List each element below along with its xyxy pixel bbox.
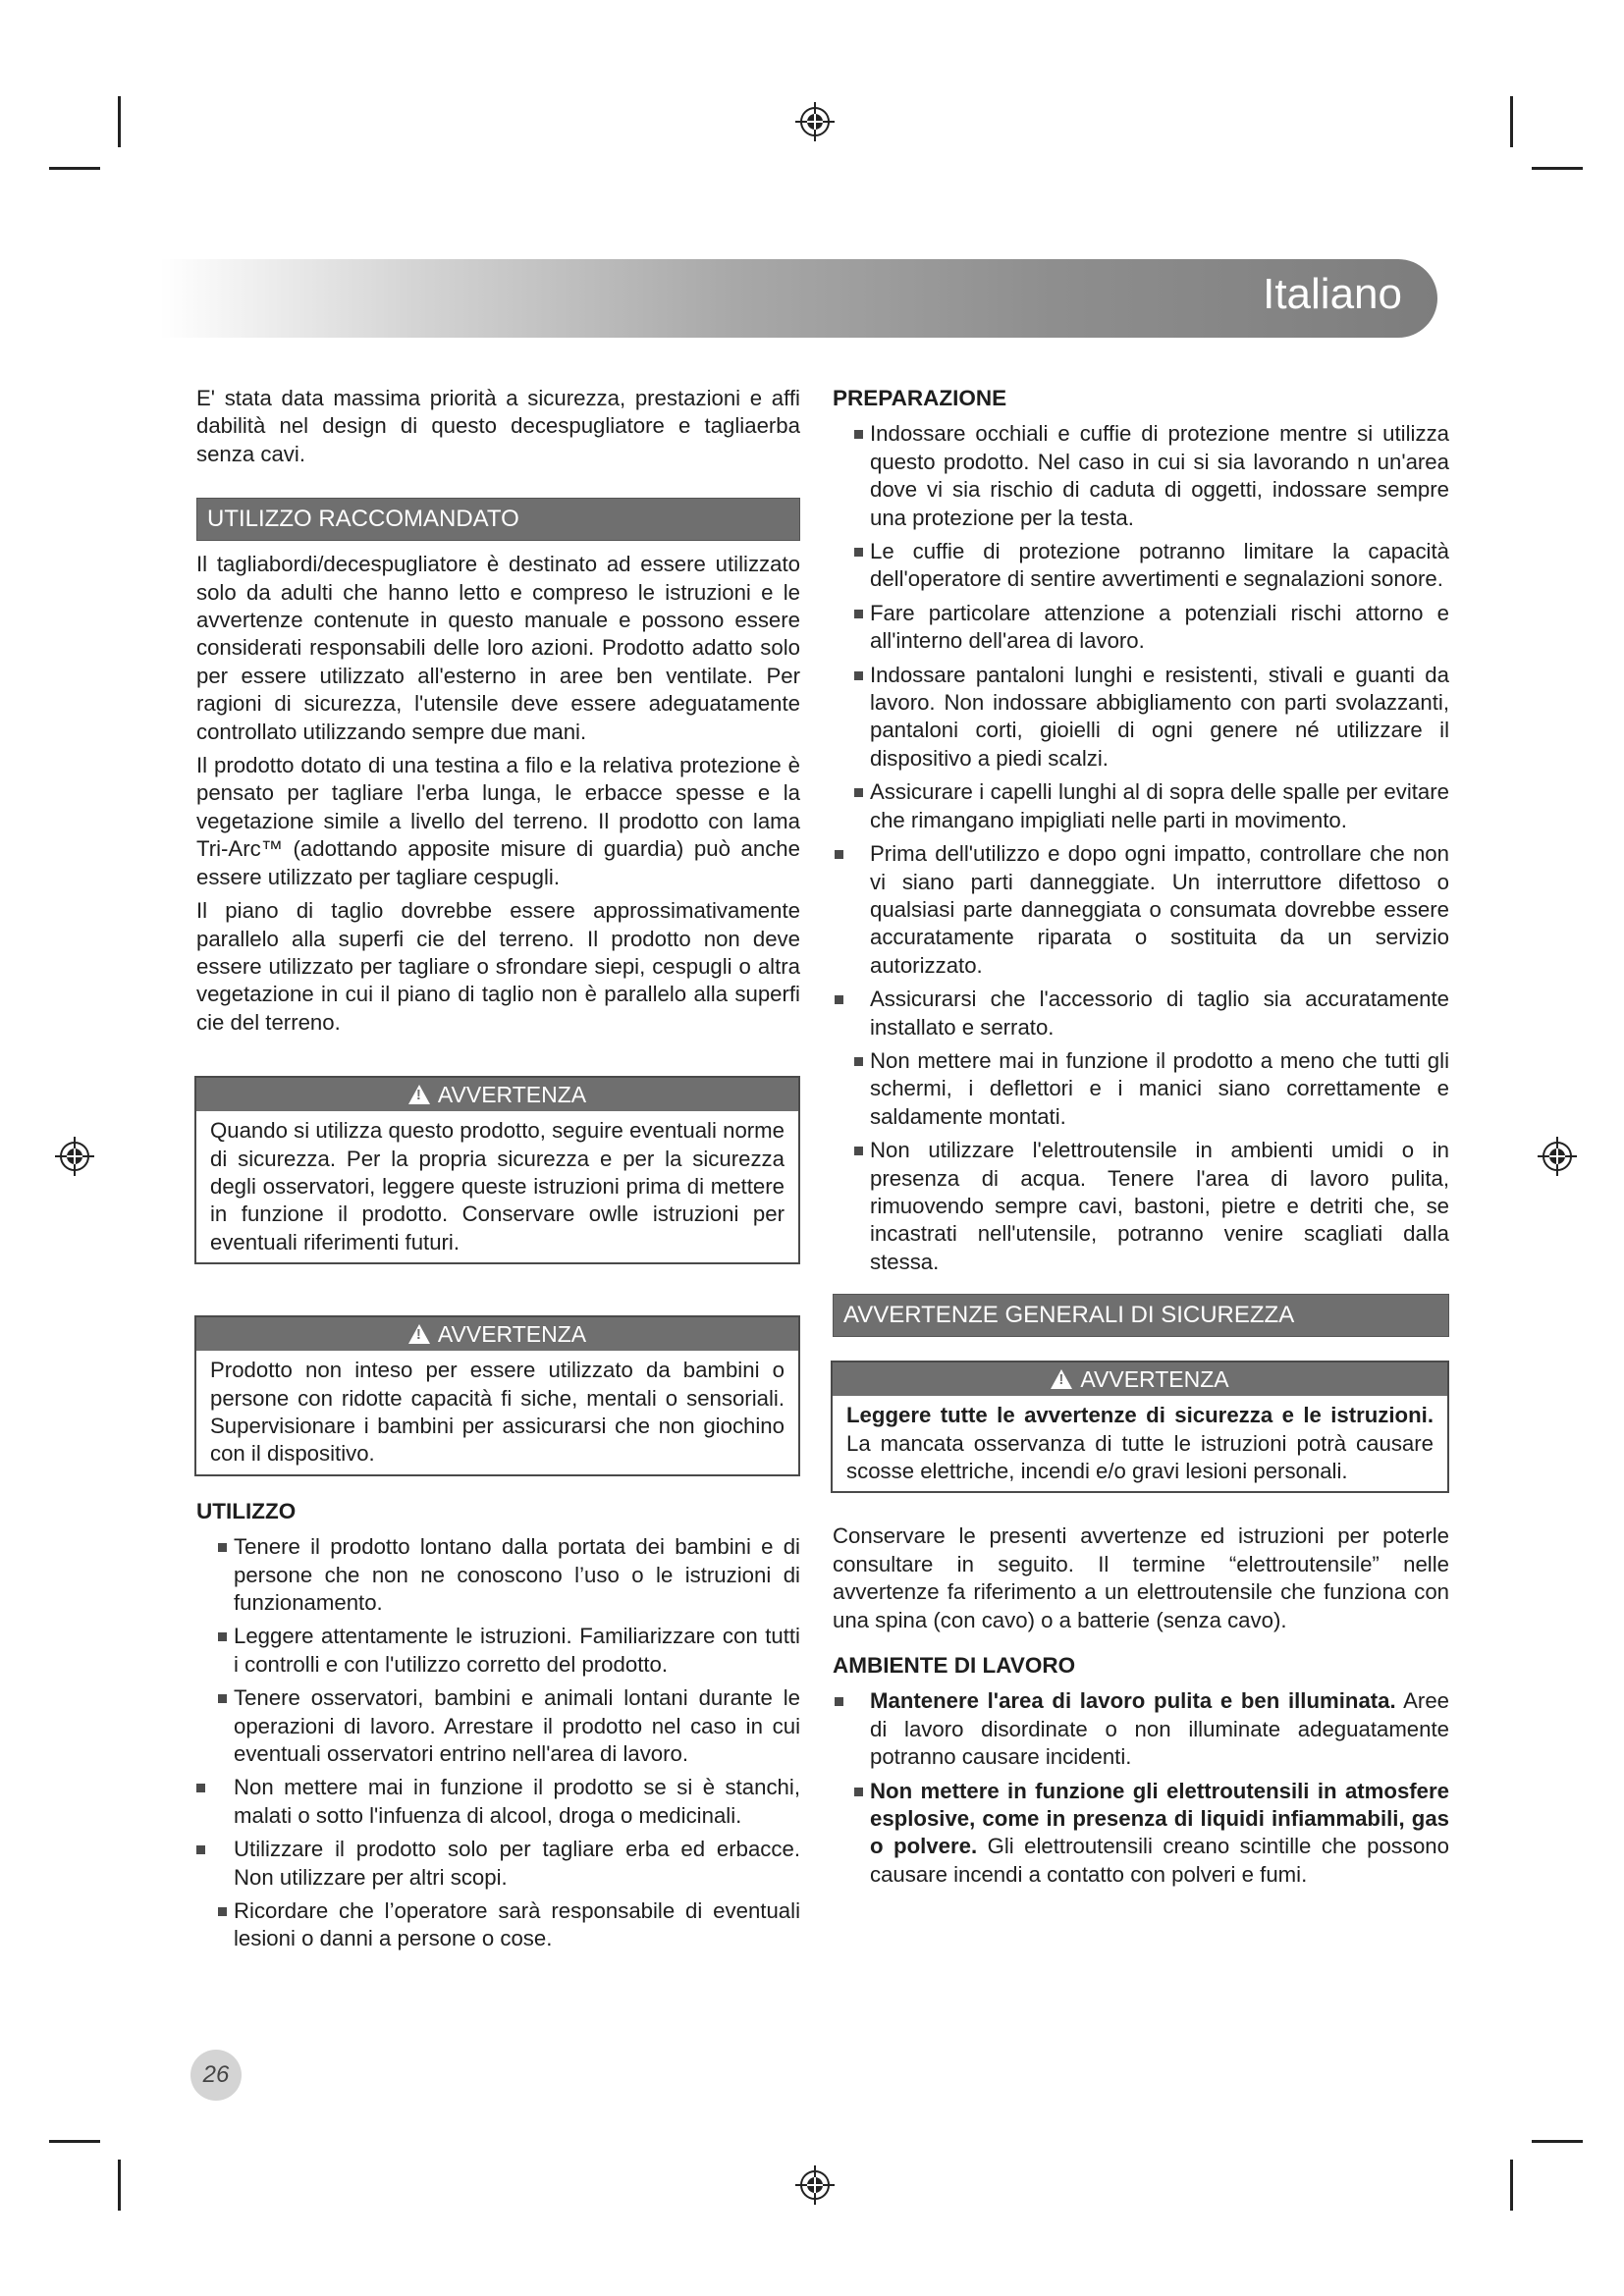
registration-mark-icon — [1536, 1135, 1579, 1178]
crop-mark — [1532, 167, 1583, 170]
paragraph: Il prodotto dotato di una testina a filo e la relativa protezione è pensato per tagliare l'erba lunga, le erbacce spesse e la vegetazione simile a livello del terreno. Il prodotto con lama Tri-Arc™ (adottando apposite misure di guardia) può anche essere utilizzato per tagliare cespugli. — [196, 753, 800, 889]
registration-mark-icon — [793, 100, 837, 143]
list-item: Assicurarsi che l'accessorio di taglio sia accuratamente installato e serrato. — [833, 986, 1449, 1041]
registration-mark-icon — [793, 2163, 837, 2207]
list-item: Indossare pantaloni lunghi e resistenti, stivali e guanti da lavoro. Non indossare abbigliamento con parti svolazzanti, pantaloni corti, gioielli di ogni genere né utilizzare il dispositivo a piedi scalzi. — [833, 662, 1449, 774]
warning-header — [196, 1317, 798, 1351]
section-heading-avvertenze-generali: AVVERTENZE GENERALI DI SICUREZZA — [833, 1294, 1449, 1337]
list-item: Leggere attentamente le istruzioni. Familiarizzare con tutti i controlli e con l'utilizzo corretto del prodotto. — [196, 1623, 800, 1679]
bullet-list — [833, 420, 1449, 1276]
list-item: Le cuffie di protezione potranno limitare la capacità dell'operatore di sentire avvertimenti e segnalazioni sonore. — [833, 538, 1449, 594]
registration-mark-icon — [53, 1135, 96, 1178]
list-item: Tenere osservatori, bambini e animali lontani durante le operazioni di lavoro. Arrestare il prodotto nel caso in cui eventuali osservatori entrino nell'area di lavoro. — [196, 1684, 800, 1768]
warning-header — [196, 1078, 798, 1111]
subsection-heading-preparazione: PREPARAZIONE — [833, 386, 1007, 410]
language-title: Italiano — [1263, 270, 1402, 318]
page-number: 26 — [190, 2050, 242, 2101]
intro-paragraph: E' stata data massima priorità a sicurezza, prestazioni e affi dabilità nel design di questo decespugliatore e tagliaerba senza cavi. — [196, 386, 800, 466]
section-heading-utilizzo-raccomandato: UTILIZZO RACCOMANDATO — [196, 498, 800, 541]
list-item: Ricordare che l’operatore sarà responsabile di eventuali lesioni o danni a persone o cose. — [196, 1897, 800, 1953]
warning-title: AVVERTENZA — [437, 1321, 587, 1348]
paragraph: Conservare le presenti avvertenze ed istruzioni per poterle consultare in seguito. Il termine “elettroutensile” nelle avvertenze fa riferimento a un elettroutensile che funziona con una spina (con cavo) o a batterie (senza cavo). — [833, 1523, 1449, 1632]
crop-mark — [1510, 96, 1513, 147]
warning-text: Prodotto non inteso per essere utilizzato da bambini o persone con ridotte capacità fi siche, mentali o sensoriali. Supervisionare i bambini per assicurarsi che non giochino con il dispositivo. — [210, 1358, 785, 1467]
crop-mark — [1510, 2160, 1513, 2211]
left-column — [196, 385, 800, 1959]
list-item: Non mettere mai in funzione il prodotto se si è stanchi, malati o sotto l'infuenza di alcool, droga o medicinali. — [196, 1774, 800, 1830]
paragraph: Il piano di taglio dovrebbe essere approssimativamente parallelo alla superfi cie del terreno. Il prodotto non deve essere utilizzato per tagliare o sfrondare siepi, cespugli o altra vegetazione in cui il piano di taglio non è parallelo alla superfi cie del terreno. — [196, 898, 800, 1035]
list-item: Assicurare i capelli lunghi al di sopra delle spalle per evitare che rimangano impigliati nelle parti in movimento. — [833, 778, 1449, 834]
warning-header — [833, 1362, 1447, 1396]
list-item: Mantenere l'area di lavoro pulita e ben illuminata. Aree di lavoro disordinate o non illuminate adeguatamente potranno causare incidenti. — [833, 1687, 1449, 1771]
warning-icon — [408, 1324, 430, 1344]
list-item: Non mettere in funzione gli elettroutensili in atmosfere esplosive, come in presenza di liquidi infiammabili, gas o polvere. Gli elettroutensili creano scintille che possono causare incendi a contatto con polveri e fumi. — [833, 1778, 1449, 1890]
warning-box — [831, 1361, 1449, 1493]
warning-text: Leggere tutte le avvertenze di sicurezza e le istruzioni. La mancata osservanza di tutte le istruzioni potrà causare scosse elettriche, incendi e/o gravi lesioni personali. — [846, 1403, 1434, 1483]
list-item: Utilizzare il prodotto solo per tagliare erba ed erbacce. Non utilizzare per altri scopi. — [196, 1836, 800, 1892]
warning-title: AVVERTENZA — [1080, 1366, 1229, 1393]
language-banner — [160, 259, 1437, 338]
bullet-list — [833, 1687, 1449, 1889]
crop-mark — [118, 96, 121, 147]
warning-box — [194, 1315, 800, 1476]
paragraph: Il tagliabordi/decespugliatore è destinato ad essere utilizzato solo da adulti che hanno letto e compreso le istruzioni e le avvertenze contenute in questo manuale e possono essere considerati responsabili delle loro azioni. Prodotto adatto solo per essere utilizzato all'esterno in aree ben ventilate. Per ragioni di sicurezza, l'utensile deve essere adeguatamente controllato utilizzando sempre due mani. — [196, 552, 800, 744]
bullet-list — [196, 1533, 800, 1953]
warning-text: Quando si utilizza questo prodotto, seguire eventuali norme di sicurezza. Per la propria sicurezza e per la sicurezza degli osservatori, leggere queste istruzioni prima di mettere in funzione il prodotto. Conservare owlle istruzioni per eventuali riferimenti futuri. — [210, 1118, 785, 1255]
subsection-heading-utilizzo: UTILIZZO — [196, 1498, 297, 1523]
warning-box — [194, 1076, 800, 1264]
subsection-heading-ambiente: AMBIENTE DI LAVORO — [833, 1653, 1076, 1679]
warning-icon — [408, 1085, 430, 1104]
list-item: Prima dell'utilizzo e dopo ogni impatto, controllare che non vi siano parti danneggiate. Un interruttore difettoso o qualsiasi parte danneggiata o consumata dovrebbe essere accuratamente riparata o sostituita da un servizio autorizzato. — [833, 840, 1449, 980]
crop-mark — [118, 2160, 121, 2211]
right-column — [833, 385, 1449, 1895]
list-item: Fare particolare attenzione a potenziali rischi attorno e all'interno dell'area di lavoro. — [833, 600, 1449, 656]
warning-title: AVVERTENZA — [437, 1082, 587, 1108]
crop-mark — [1532, 2140, 1583, 2143]
warning-icon — [1051, 1369, 1072, 1389]
crop-mark — [49, 167, 100, 170]
crop-mark — [49, 2140, 100, 2143]
list-item: Non utilizzare l'elettroutensile in ambienti umidi o in presenza di acqua. Tenere l'area di lavoro pulita, rimuovendo sempre cavi, bastoni, pietre e detriti che, se incastrati nell'utensile, potranno venire scagliati dalla stessa. — [833, 1137, 1449, 1276]
list-item: Non mettere mai in funzione il prodotto a meno che tutti gli schermi, i deflettori e i manici siano correttamente e saldamente montati. — [833, 1047, 1449, 1131]
list-item: Tenere il prodotto lontano dalla portata dei bambini e di persone che non ne conoscono l’uso o le istruzioni di funzionamento. — [196, 1533, 800, 1617]
list-item: Indossare occhiali e cuffie di protezione mentre si utilizza questo prodotto. Nel caso in cui si sia lavorando n un'area dove vi sia rischio di caduta di oggetti, indossare sempre una protezione per la testa. — [833, 420, 1449, 532]
